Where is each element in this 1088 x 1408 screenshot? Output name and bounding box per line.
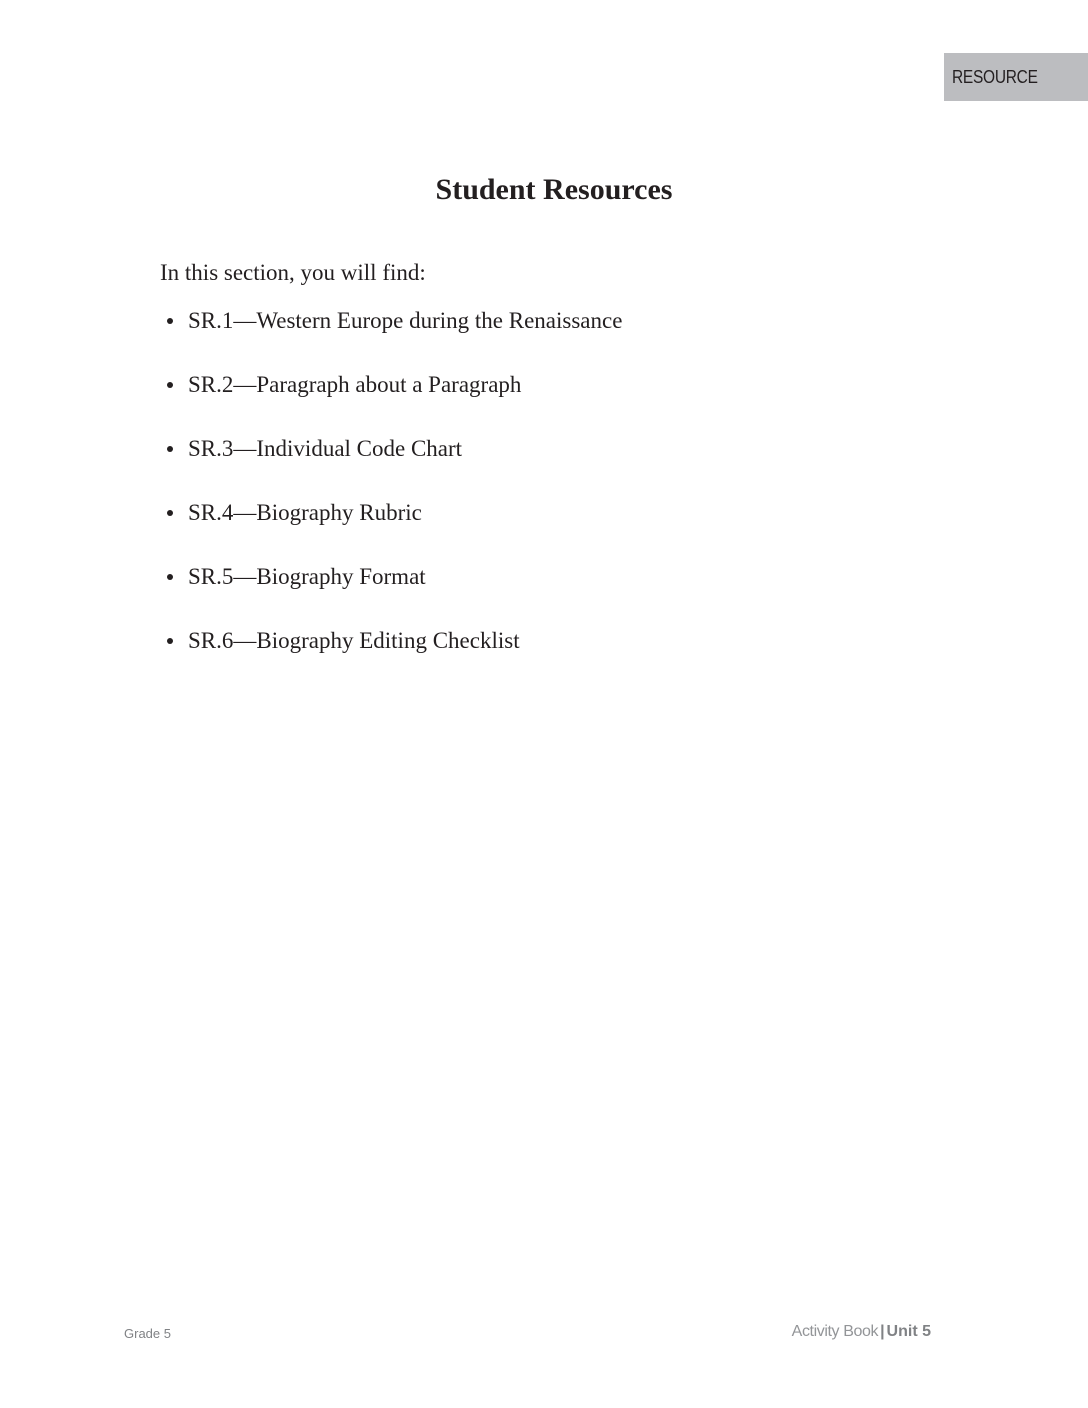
bullet-icon (167, 382, 173, 388)
list-item (160, 626, 622, 690)
bullet-icon (167, 446, 173, 452)
bullet-icon (167, 638, 173, 644)
section-tab (944, 53, 1088, 101)
list-item (160, 562, 622, 626)
list-item-label: SR.6—Biography Editing Checklist (188, 628, 520, 653)
list-item (160, 498, 622, 562)
resource-list (160, 306, 622, 690)
intro-text: In this section, you will find: (160, 260, 426, 285)
page-title: Student Resources (435, 173, 673, 206)
list-item-label: SR.1—Western Europe during the Renaissance (188, 308, 623, 333)
footer-book-info (792, 1323, 931, 1341)
list-item (160, 370, 622, 434)
footer-separator: | (880, 1323, 885, 1340)
list-item (160, 306, 622, 370)
list-item-label: SR.5—Biography Format (188, 564, 426, 589)
list-item (160, 434, 622, 498)
list-item-label: SR.2—Paragraph about a Paragraph (188, 372, 522, 397)
list-item-label: SR.3—Individual Code Chart (188, 436, 463, 461)
list-item-label: SR.4—Biography Rubric (188, 500, 422, 525)
footer-book: Activity Book (791, 1323, 879, 1340)
footer-unit: Unit 5 (886, 1323, 931, 1340)
bullet-icon (167, 318, 173, 324)
bullet-icon (167, 510, 173, 516)
bullet-icon (167, 574, 173, 580)
section-tab-label: RESOURCE (952, 66, 1038, 87)
footer-grade: Grade 5 (124, 1326, 171, 1341)
